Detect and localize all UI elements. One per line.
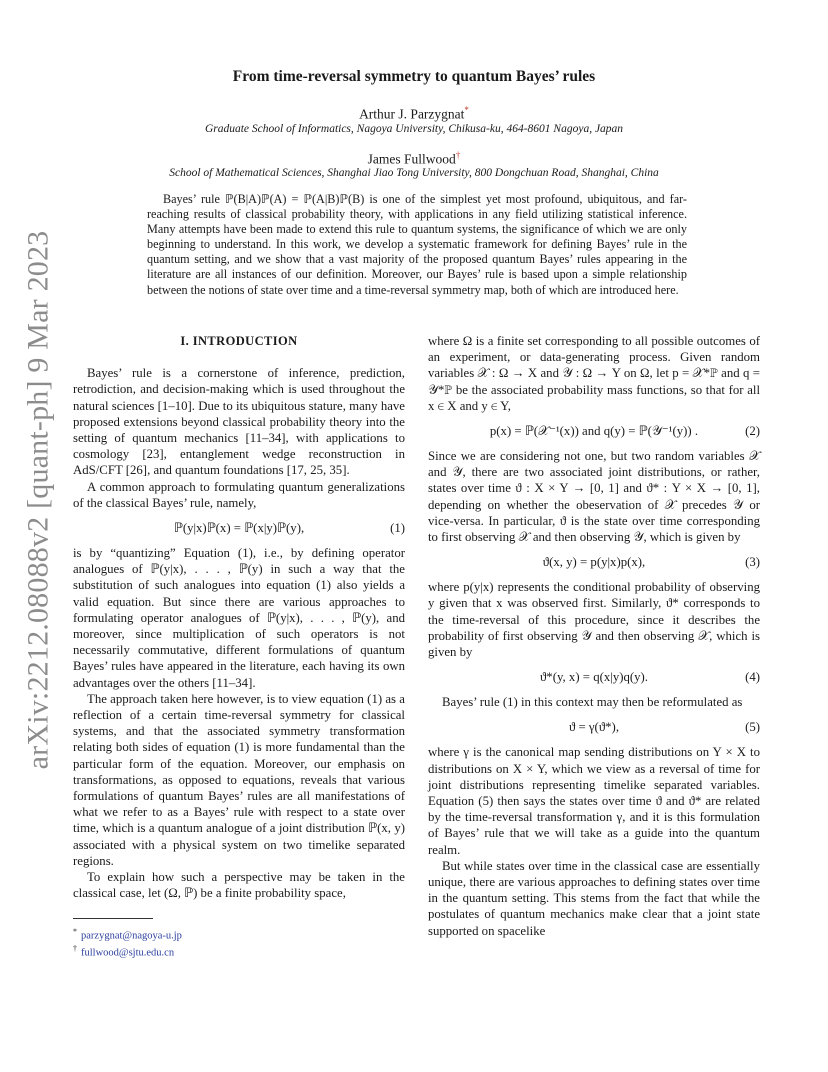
author-1-name: Arthur J. Parzygnat bbox=[359, 106, 465, 122]
paper-title: From time-reversal symmetry to quantum Bayes’ rules bbox=[232, 68, 596, 85]
footnote-2-mark: † bbox=[73, 944, 77, 953]
author-2-name: James Fullwood bbox=[367, 151, 456, 167]
equation-3 bbox=[428, 552, 760, 572]
right-column bbox=[428, 333, 760, 939]
author-1-affiliation: Graduate School of Informatics, Nagoya University, Chikusa-ku, 464-8601 Nagoya, Japan bbox=[204, 123, 624, 135]
right-paragraph-5: where γ is the canonical map sending distributions on Y × X to distributions on X × Y, which we view as a reversal of time for joint distributions representing timelike separated variables. Equation (5) then says the states over time ϑ and ϑ* are related by the time-reversal transformation γ, and it is this formulation of Bayes’ rule that we will take as a guide into the quantum realm. bbox=[428, 745, 760, 857]
right-paragraph-4: Bayes’ rule (1) in this context may then be reformulated as bbox=[442, 695, 743, 710]
equation-2-body: p(x) = ℙ(𝒳⁻¹(x)) and q(y) = ℙ(𝒴⁻¹(y)) . bbox=[489, 423, 699, 438]
footnote-1-email[interactable]: parzygnat@nagoya-u.jp bbox=[81, 930, 182, 941]
equation-5-body: ϑ = γ(ϑ*), bbox=[568, 720, 620, 735]
author-1 bbox=[0, 105, 828, 123]
equation-4-body: ϑ*(y, x) = q(x|y)q(y). bbox=[539, 670, 649, 685]
right-paragraph-1: where Ω is a finite set corresponding to all possible outcomes of an experiment, or data-generating process. Given random variables 𝒳 : Ω → X and 𝒴 : Ω → Y on Ω, let p = 𝒳*ℙ and q = 𝒴*ℙ be the associated probability mass functions, so that for all x ∈ X and y ∈ Y, bbox=[428, 334, 760, 413]
abstract: Bayes’ rule ℙ(B|A)ℙ(A) = ℙ(A|B)ℙ(B) is one of the simplest yet most profound, ubiquitous, and far-reaching results of classical probability theory, with applications in any field utilizing statistical inference. Many attempts have been made to extend this rule to quantum systems, the significance of which we are only beginning to understand. In this work, we develop a systematic framework for defining Bayes’ rule in the quantum setting, and we show that a vast majority of the proposed quantum Bayes’ rules appearing in the literature are all instances of our definition. Moreover, our Bayes’ rule is based upon a simple relationship between the notions of state over time and a time-reversal symmetry map, both of which are introduced here. bbox=[147, 192, 687, 297]
footnote-1 bbox=[73, 925, 405, 943]
section-heading: I. INTRODUCTION bbox=[180, 334, 298, 348]
equation-4 bbox=[428, 667, 760, 687]
author-1-footnote-mark[interactable]: * bbox=[464, 105, 469, 115]
arxiv-identifier-stamp bbox=[8, 230, 68, 770]
equation-1-number: (1) bbox=[390, 520, 405, 535]
equation-5 bbox=[428, 717, 760, 737]
left-column bbox=[73, 333, 405, 960]
equation-2 bbox=[428, 421, 760, 441]
right-paragraph-6: But while states over time in the classical case are essentially unique, there are various approaches to defining states over time in the quantum setting. This stems from the fact that while the postulates of quantum mechanics make clear that a joint state supported on spacelike bbox=[428, 858, 760, 938]
equation-2-number: (2) bbox=[745, 423, 760, 438]
author-2 bbox=[0, 150, 828, 168]
footnote-1-mark: * bbox=[73, 926, 77, 936]
footnote-2 bbox=[73, 942, 405, 960]
author-2-footnote-mark[interactable]: † bbox=[455, 150, 461, 160]
intro-paragraph-4: The approach taken here however, is to view equation (1) as a reflection of a certain time-reversal symmetry for classical systems, and that the associated symmetry transformation relating both sides of equation (1) is more fundamental than the particular form of the equation. Moreover, our emphasis on transformations, as opposed to equations, reveals that various formulations of quantum Bayes’ rules are all manifestations of what we refer to as a Bayes’ rule with respect to a state over time, which is a quantum analogue of a joint distribution ℙ(x, y) associated with a physical system on two timelike separated regions. bbox=[73, 691, 405, 868]
arxiv-id-text: arXiv:2212.08088v2 [quant-ph] 9 Mar 2023 bbox=[21, 230, 54, 770]
intro-paragraph-3: is by “quantizing” Equation (1), i.e., by defining operator analogues of ℙ(y|x), . . . , ℙ(y) in such a way that the substitution of such analogues into equation (1) also yields a valid equation. But since there are various approaches to formulating operator analogues of ℙ(y|x), . . . , ℙ(y), and moreover, since multiplication of such operators is not necessarily commutative, different formulations of quantum Bayes’ rules have appeared in the literature, each having its own advantages over the others [11–34]. bbox=[73, 546, 405, 690]
intro-paragraph-1: Bayes’ rule is a cornerstone of inference, prediction, retrodiction, and decision-making which is used throughout the natural sciences [1–10]. Due to its ubiquitous stature, many have proposed extensions beyond classical probability theory into the setting of quantum mechanics [11–34], with applications to cosmology [23], entanglement wedge reconstruction in AdS/CFT [26], and quantum foundations [17, 25, 35]. bbox=[73, 366, 405, 478]
equation-5-number: (5) bbox=[745, 720, 760, 735]
equation-1-body: ℙ(y|x)ℙ(x) = ℙ(x|y)ℙ(y), bbox=[173, 520, 305, 535]
intro-paragraph-2: A common approach to formulating quantum generalizations of the classical Bayes’ rule, namely, bbox=[73, 479, 405, 510]
equation-3-body: ϑ(x, y) = p(y|x)p(x), bbox=[542, 555, 646, 570]
footnote-2-email[interactable]: fullwood@sjtu.edu.cn bbox=[81, 947, 175, 959]
footnote-rule bbox=[73, 918, 153, 919]
intro-paragraph-5: To explain how such a perspective may be taken in the classical case, let (Ω, ℙ) be a finite probability space, bbox=[73, 870, 405, 901]
right-paragraph-2: Since we are considering not one, but two random variables 𝒳 and 𝒴, there are two associated joint distributions, or rather, states over time ϑ : X × Y → [0, 1] and ϑ* : Y × X → [0, 1], depending on whether the obeservation of 𝒳 precedes 𝒴 or vice-versa. In particular, ϑ is the state over time corresponding to first observing 𝒳 and then observing 𝒴, which is given by bbox=[428, 449, 760, 545]
equation-4-number: (4) bbox=[745, 670, 760, 685]
equation-3-number: (3) bbox=[745, 555, 760, 570]
right-paragraph-3: where p(y|x) represents the conditional probability of observing y given that x was observed first. Similarly, ϑ* corresponds to the time-reversal of this procedure, since it describes the probability of first observing 𝒴 and then observing 𝒳, which is given by bbox=[428, 580, 760, 660]
author-2-affiliation: School of Mathematical Sciences, Shanghai Jiao Tong University, 800 Dongchuan Road, Shanghai, China bbox=[169, 167, 659, 179]
equation-1 bbox=[73, 518, 405, 538]
